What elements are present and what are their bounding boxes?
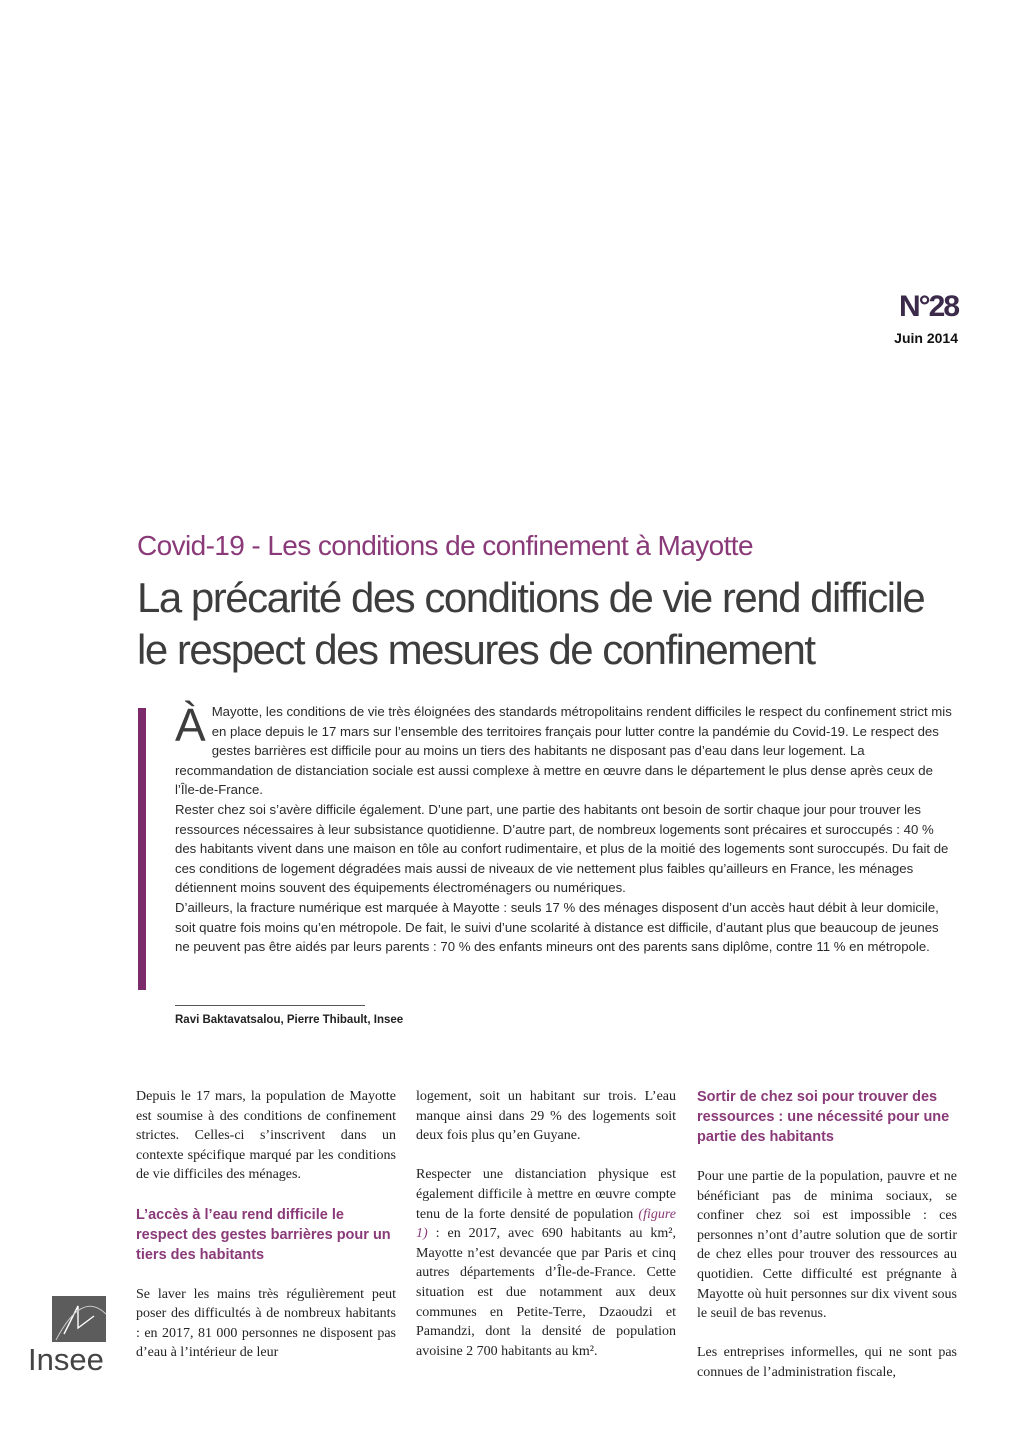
- insee-logo: [28, 1296, 112, 1380]
- logo-text: Insee: [28, 1342, 104, 1377]
- kicker-title: Covid-19 - Les conditions de confinement à Mayotte: [137, 530, 753, 561]
- headline: [137, 572, 937, 676]
- dropcap: À: [175, 699, 206, 751]
- col3-paragraph-2: Les entreprises informelles, qui ne sont pas connues de l’administration fiscale,: [697, 1345, 957, 1380]
- issue-date: Juin 2014: [894, 330, 958, 346]
- col1-paragraph-2: Se laver les mains très régulièrement peut poser des difficultés à de nombreux habitants : en 2017, 81 000 personnes ne disposent pas d’eau à l’intérieur de leur: [136, 1286, 396, 1361]
- logo-mark-icon: [52, 1296, 106, 1342]
- abstract-paragraph-2: Rester chez soi s’avère difficile également. D’une part, une partie des habitants ont besoin de sortir chaque jour pour trouver les ressources nécessaires à leur subsistance quotidienne. D’autre part, de nombreux logements sont précaires et suroccupés : 40 % des habitants vivent dans une maison en tôle au confort rudimentaire, et plus de la moitié des logements sont suroccupés. Du fait de ces conditions de logement dégradées mais aussi de niveaux de vie nettement plus faibles qu’ailleurs en France, les ménages détiennent moins souvent des équipements électroménagers ou numériques.: [175, 801, 949, 896]
- abstract-accent-bar: [138, 708, 146, 990]
- figure-1-link[interactable]: (figure 1): [416, 1206, 676, 1242]
- column-3: [697, 1087, 957, 1402]
- abstract-paragraph-3: D’ailleurs, la fracture numérique est marquée à Mayotte : seuls 17 % des ménages disposent d’un accès haut débit à leur domicile, soit quatre fois moins qu’en métropole. De fait, le suivi d’une scolarité à distance est difficile, d’autant plus que beaucoup de jeunes ne peuvent pas être aidés par leurs parents : 70 % des enfants mineurs ont des parents sans diplôme, contre 11 % en métropole.: [175, 899, 939, 955]
- headline-line-1: La précarité des conditions de vie rend difficile: [137, 574, 925, 621]
- issue-info: [894, 290, 958, 346]
- col2-text-a: Respecter une distanciation physique est également difficile à mettre en œuvre compte tenu de la forte densité de population: [416, 1167, 676, 1222]
- headline-line-2: le respect des mesures de confinement: [137, 626, 815, 673]
- abstract-paragraph-1: [175, 699, 955, 800]
- col3-paragraph-1: Pour une partie de la population, pauvre et ne bénéficiant pas de minima sociaux, se confiner chez soi est impossible : ces personnes n’ont d’autre solution que de sortir de chez elles pour trouver des ressources au quotidien. Cette difficulté est prégnante à Mayotte où huit personnes sur dix vivent sous le seuil de bas revenus.: [697, 1169, 957, 1322]
- col1-subheading: L’accès à l’eau rend difficile le respect des gestes barrières pour un tiers des habitants: [136, 1206, 391, 1263]
- logo-mark-svg: [52, 1296, 106, 1342]
- column-1: [136, 1087, 396, 1383]
- issue-number: N°28: [898, 290, 958, 323]
- col3-subheading: Sortir de chez soi pour trouver des ressources : une nécessité pour une partie des habitants: [697, 1089, 950, 1145]
- author-rule: [175, 1005, 365, 1006]
- col1-paragraph-1: Depuis le 17 mars, la population de Mayotte est soumise à des conditions de confinement strictes. Celles-ci s’inscrivent dans un contexte spécifique marqué par les conditions de vie difficiles des ménages.: [136, 1089, 396, 1183]
- abstract-text-1: Mayotte, les conditions de vie très éloignées des standards métropolitains rendent difficiles le respect du confinement strict mis en place depuis le 17 mars sur l’ensemble des territoires français pour lutter contre la pandémie du Covid-19. Le respect des gestes barrières est difficile pour au moins un tiers des habitants ne disposant pas d’eau dans leur logement. La recommandation de distanciation sociale est aussi complexe à mettre en œuvre dans le département le plus dense après ceux de l’Île-de-France.: [175, 704, 952, 798]
- col2-text-b: : en 2017, avec 690 habitants au km², Mayotte n’est devancée que par Paris et cinq autres départements d’Île-de-France. Cette situation est due notamment aux deux communes en Petite-Terre, Dzaoudzi et Pamandzi, dont la densité de population avoisine 2 700 habitants au km².: [416, 1226, 676, 1359]
- abstract: [175, 699, 955, 957]
- authors: Ravi Baktavatsalou, Pierre Thibault, Insee: [175, 1014, 404, 1026]
- col2-paragraph-2: [416, 1165, 676, 1361]
- column-2: [416, 1087, 676, 1381]
- col2-paragraph-1: logement, soit un habitant sur trois. L’eau manque ainsi dans 29 % des logements soit deux fois plus qu’en Guyane.: [416, 1089, 676, 1144]
